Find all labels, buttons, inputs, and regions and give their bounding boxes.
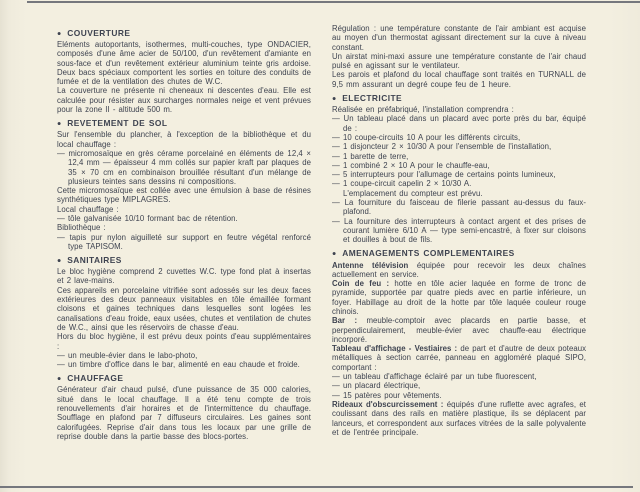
section-heading xyxy=(57,374,311,384)
paragraph-lead: Tableau d'affichage - Vestiaires : xyxy=(332,344,458,354)
paragraph xyxy=(332,261,586,280)
list-item xyxy=(332,152,586,161)
list-item xyxy=(332,133,586,142)
list-item xyxy=(57,360,311,369)
paragraph xyxy=(57,205,311,214)
paragraph-text: — un placard électrique, xyxy=(332,381,421,391)
paragraph-text: — tapis pur nylon aiguilleté sur support en feutre végétal renforcé type TAPISOM. xyxy=(57,232,311,251)
paragraph xyxy=(332,279,586,316)
paragraph-text: — un meuble-évier dans le labo-photo, xyxy=(57,350,198,360)
bottom-rule xyxy=(0,486,633,488)
paragraph-text: — 5 interrupteurs pour l'allumage de certains points lumineux, xyxy=(332,170,556,180)
paragraph-text: — 10 coupe-circuits 10 A pour les différents circuits, xyxy=(332,132,521,142)
list-item xyxy=(57,233,311,252)
paragraph xyxy=(57,385,311,441)
paragraph xyxy=(57,40,311,86)
section-heading-label: SANITAIRES xyxy=(67,254,122,265)
paragraph-text: — un timbre d'office dans le bar, alimenté en eau chaude et froide. xyxy=(57,360,300,370)
paragraph-text: — La fourniture des interrupteurs à contact argent et des prises de courant lumière 6/10 A — type semi-encastré, à fixer sur cloisons et douilles à bout de fils. xyxy=(332,216,586,245)
section-heading-label: CHAUFFAGE xyxy=(67,372,124,383)
bullet-icon: ● xyxy=(332,250,337,258)
paragraph-text: — tôle galvanisée 10/10 formant bac de rétention. xyxy=(57,214,238,224)
paragraph-text: Un airstat mini-maxi assure une température constante de l'air chaud pulsé en agissant sur le ventilateur. xyxy=(332,51,586,71)
top-rule xyxy=(27,1,640,3)
text-columns xyxy=(57,24,586,441)
paragraph-text: L'emplacement du compteur est prévu. xyxy=(343,188,483,198)
section-heading xyxy=(57,29,311,39)
section-heading xyxy=(332,249,586,259)
list-item xyxy=(332,372,586,381)
section-heading-label: ELECTRICITE xyxy=(342,92,403,103)
bullet-icon: ● xyxy=(57,120,62,128)
section-heading xyxy=(332,94,586,104)
paragraph-lead: Coin de feu : xyxy=(332,279,390,289)
list-item xyxy=(332,198,586,217)
paragraph-text: Eléments autoportants, isothermes, multi-couches, type ONDACIER, composés d'une âme acier de 50/100, d'un revêtement d'amiante en sous-face et d'un revêtement extérieur aluminium teinte gris ardoise. Deux bacs spéciaux comportent les sorties en toiture des conduits de fumée et de la ventilation des chutes de W.C. xyxy=(57,39,311,87)
paragraph-text: Hors du bloc hygiène, il est prévu deux points d'eau supplémentaires : xyxy=(57,332,311,351)
paragraph-text: hotte en tôle acier laquée en forme de tronc de pyramide, supportée par quatre pieds avec en partie inférieure, un foyer. Habillage au droit de la hotte par tôle laquée couleur rouge chinois. xyxy=(332,279,586,316)
paragraph-text: — 1 barette de terre, xyxy=(332,151,409,161)
list-item xyxy=(332,161,586,170)
paragraph-text: équipée pour recevoir les deux chaînes actuellement en service. xyxy=(332,260,586,279)
bullet-icon: ● xyxy=(57,30,62,37)
section-heading-label: AMENAGEMENTS COMPLEMENTAIRES xyxy=(342,248,515,259)
list-item xyxy=(332,391,586,400)
paragraph-text: Régulation : une température constante de l'air ambiant est acquise au moyen d'un thermostat agissant directement sur la cuve à niveau constant. xyxy=(332,24,586,52)
paragraph-text: — La fourniture du faisceau de filerie passant au-dessus du faux-plafond. xyxy=(332,198,586,217)
right-column xyxy=(332,24,586,441)
paragraph-text: de part et d'autre de deux poteaux métalliques à section carrée, panneau en aggloméré plaqué SIPO, comportant : xyxy=(332,344,587,372)
paragraph xyxy=(57,186,311,205)
paragraph xyxy=(332,189,586,198)
bullet-icon: ● xyxy=(332,95,337,103)
paragraph xyxy=(332,70,586,89)
paragraph-lead: Antenne télévision xyxy=(332,260,409,270)
list-item xyxy=(57,214,311,223)
paragraph xyxy=(57,86,311,114)
paragraph-text: Ces appareils en porcelaine vitrifiée sont adossés sur les deux faces extérieures des deux panneaux visitables en tôle émaillée formant cloisons et gaines techniques dans lesquelles sont logées les canalisations d'eau froide, eaux usées, chutes et ventilation de chutes de W.C., ainsi que les réservoirs de chasse d'eau. xyxy=(57,285,311,332)
list-item xyxy=(332,170,586,179)
section-heading-label: REVETEMENT DE SOL xyxy=(67,117,168,128)
bullet-icon: ● xyxy=(57,375,62,383)
paragraph xyxy=(57,286,311,332)
list-item xyxy=(332,217,586,245)
list-item xyxy=(332,179,586,188)
paragraph-text: Cette micromosaïque est collée avec une émulsion à base de résines synthétiques type MIPLAGRES. xyxy=(57,186,311,205)
paragraph-text: équipés d'une ruflette avec agrafes, et coulissant dans des rails en matière plastique, ils se déplacent par lanceurs, et correspondent aux surfaces vitrées de la salle polyvalente et de l'entrée principale. xyxy=(332,399,586,437)
list-item xyxy=(57,149,311,186)
list-item xyxy=(332,142,586,151)
paragraph-text: — 15 patères pour vêtements. xyxy=(332,390,442,400)
paragraph xyxy=(332,316,586,344)
paragraph xyxy=(57,130,311,149)
bullet-icon: ● xyxy=(57,257,62,265)
paragraph-lead: Rideaux d'obscurcissement : xyxy=(332,399,444,409)
list-item xyxy=(332,114,586,133)
paragraph-text: Local chauffage : xyxy=(57,204,119,214)
list-item xyxy=(57,351,311,360)
paragraph xyxy=(57,332,311,351)
paragraph xyxy=(57,223,311,232)
section-heading-label: COUVERTURE xyxy=(67,27,131,38)
section-heading xyxy=(57,119,311,129)
paragraph-lead: Bar : xyxy=(332,316,358,326)
paragraph xyxy=(332,105,586,114)
paragraph xyxy=(332,344,586,372)
paragraph-text: Bibliothèque : xyxy=(57,223,106,233)
paragraph-text: meuble-comptoir avec placards en partie basse, et perpendiculairement, meuble-évier avec chauffe-eau électrique incorporé. xyxy=(332,316,586,344)
left-column xyxy=(57,24,311,441)
paragraph-text: Générateur d'air chaud pulsé, d'une puissance de 35 000 calories, situé dans le local chauffage. Il a été tenu compte de trois renouvellements d'air horaires et de l'intermittence du chauffage. Soufflage en plafond par 7 diffuseurs circulaires. Les gaines sont calorifugées. Reprise d'air dans tous les locaux par une grille de reprise double dans la partie basse des blocs-portes. xyxy=(57,385,311,441)
paragraph-text: — Un tableau placé dans un placard avec porte près du bar, équipé de : xyxy=(332,114,586,133)
paragraph xyxy=(332,52,586,71)
paragraph-text: — 1 combiné 2 × 10 A pour le chauffe-eau, xyxy=(332,160,490,170)
paragraph xyxy=(57,267,311,286)
paragraph xyxy=(332,24,586,52)
paragraph-text: Sur l'ensemble du plancher, à l'exception de la bibliothèque et du local chauffage : xyxy=(57,130,311,149)
paragraph-text: — un tableau d'affichage éclairé par un tube fluorescent, xyxy=(332,372,537,382)
paragraph-text: — micromosaïque en grès cérame porcelainé en éléments de 12,4 × 12,4 mm — épaisseur 4 mm collés sur papier kraft par plaques de 35 × 70 cm en combinaison brouillée résultant d'un mélange de plusieurs teintes sans dessins ni compositions. xyxy=(57,148,311,186)
paragraph-text: — 1 coupe-circuit capelin 2 × 10/30 A. xyxy=(332,179,472,189)
paragraph-text: — 1 disjoncteur 2 × 10/30 A pour l'ensemble de l'installation, xyxy=(332,142,552,152)
paragraph-text: La couverture ne présente ni cheneaux ni descentes d'eau. Elle est calculée pour résister aux surcharges normales neige et vent prévues pour la zone II - altitude 500 m. xyxy=(57,86,311,115)
paragraph-text: Les parois et plafond du local chauffage sont traités en TURNALL de 9,5 mm assurant un degré coupe feu de 1 heure. xyxy=(332,70,586,89)
paragraph xyxy=(332,400,586,437)
list-item xyxy=(332,381,586,390)
paragraph-text: Réalisée en préfabriqué, l'installation comprendra : xyxy=(332,105,514,115)
section-heading xyxy=(57,256,311,266)
paragraph-text: Le bloc hygiène comprend 2 cuvettes W.C. type fond plat à insertas et 2 lave-mains. xyxy=(57,267,311,286)
